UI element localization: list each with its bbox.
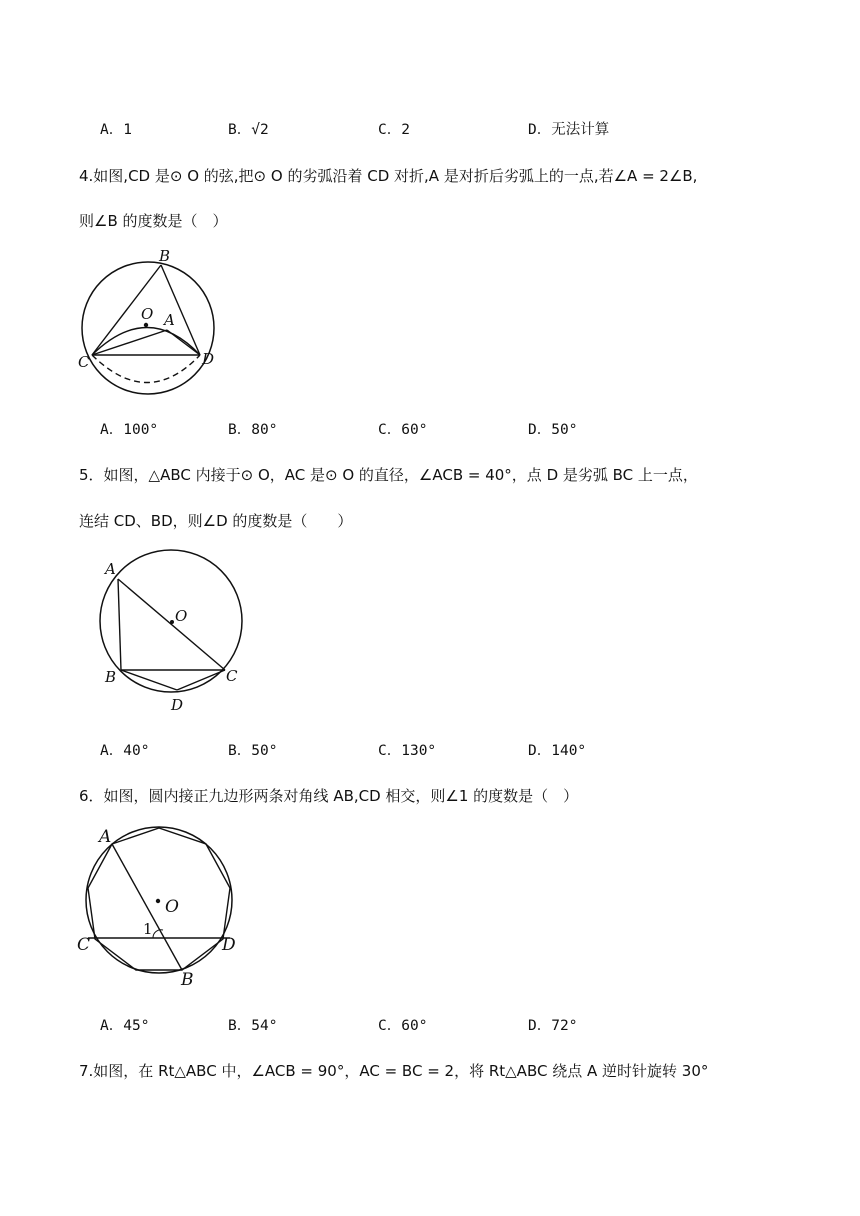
q5-segment-cd (177, 670, 225, 690)
q5-label-a: A (105, 560, 116, 578)
q5-figure (100, 548, 260, 718)
q5-options (100, 739, 800, 761)
q5-label-c: C (226, 667, 238, 685)
q7-question-line1: 7.如图，在 Rt△ABC 中，∠ACB = 90°，AC = BC = 2，将 Rt△ABC 绕点 A 逆时针旋转 30° (79, 1062, 709, 1080)
q4-center-dot (144, 323, 148, 327)
q6-option-b: B．54° (228, 1018, 278, 1034)
q5-question-line2: 连结 CD、BD，则∠D 的度数是（ ） (79, 512, 353, 530)
q5-option-a: A．40° (100, 743, 150, 759)
q4-label-b: B (159, 247, 171, 265)
q4-option-b: B．80° (228, 422, 278, 438)
q6-question-line1: 6．如图，圆内接正九边形两条对角线 AB,CD 相交，则∠1 的度数是（ ） (79, 787, 579, 805)
q5-option-c: C．130° (378, 743, 437, 759)
q3-option-a: A．1 (100, 122, 132, 138)
q4-option-c: C．60° (378, 422, 428, 438)
q4-segment-db (161, 265, 200, 355)
q6-figure (75, 822, 245, 992)
q4-figure (75, 245, 235, 395)
q5-option-b: B．50° (228, 743, 278, 759)
q5-label-o: O (175, 607, 188, 625)
q4-option-d: D．50° (528, 422, 578, 438)
q5-diameter-ac (118, 579, 225, 670)
q4-label-a: A (164, 311, 175, 329)
q6-label-b: B (181, 970, 194, 990)
q6-label-o: O (165, 897, 179, 917)
q5-label-d: D (171, 696, 184, 714)
q5-segment-bd (121, 670, 177, 690)
q3-options (100, 118, 800, 140)
q5-label-b: B (105, 668, 117, 686)
q4-segment-ca (92, 330, 167, 355)
q3-option-d: D．无法计算 (528, 122, 610, 138)
q6-option-d: D．72° (528, 1018, 578, 1034)
q6-label-a: A (99, 827, 112, 847)
q6-label-1: 1 (143, 920, 153, 938)
q3-option-c: C．2 (378, 122, 410, 138)
q4-folded-arc (92, 328, 200, 356)
q5-question-line1: 5．如图，△ABC 内接于⊙ O，AC 是⊙ O 的直径，∠ACB = 40°，点 D 是劣弧 BC 上一点， (79, 466, 698, 484)
q6-center-dot (156, 899, 160, 903)
q4-label-d: D (202, 350, 215, 368)
q6-label-d: D (222, 935, 236, 955)
q6-option-a: A．45° (100, 1018, 150, 1034)
q6-options (100, 1014, 800, 1036)
q6-label-c: C (77, 935, 91, 955)
q4-label-o: O (141, 305, 154, 323)
q3-option-b: B．√2 (228, 122, 269, 138)
q4-label-c: C (78, 353, 90, 371)
q5-segment-ab (118, 579, 121, 670)
q5-center-dot (170, 620, 174, 624)
q4-question-line1: 4.如图,CD 是⊙ O 的弦,把⊙ O 的劣弧沿着 CD 对折,A 是对折后劣弧上的一点,若∠A = 2∠B, (79, 167, 698, 185)
q4-option-a: A．100° (100, 422, 159, 438)
q4-options (100, 418, 800, 440)
q4-dashed-arc (92, 355, 200, 383)
q6-option-c: C．60° (378, 1018, 428, 1034)
q5-option-d: D．140° (528, 743, 587, 759)
q4-question-line2: 则∠B 的度数是（ ） (79, 212, 228, 230)
q6-nonagon (88, 828, 230, 970)
